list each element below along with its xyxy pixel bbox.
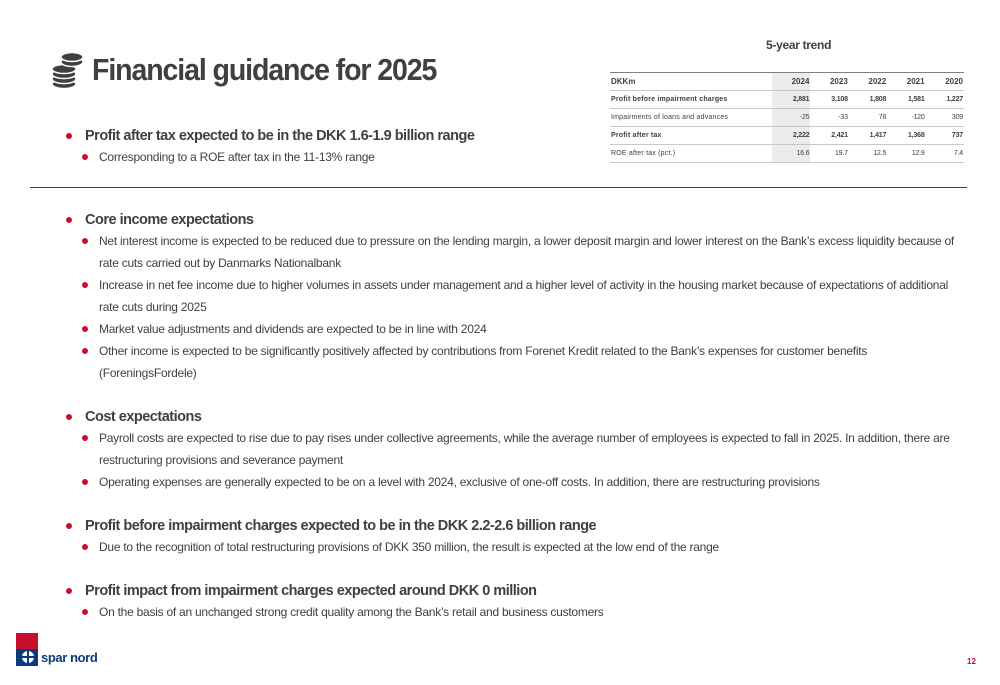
cell-value: -33 (838, 114, 848, 121)
trend-col-2021: 2021 (906, 77, 925, 86)
bullet-dot-icon (82, 544, 88, 550)
trend-table (610, 72, 964, 163)
bullet-dot-icon (82, 154, 88, 160)
bullet-dot-icon (82, 348, 88, 354)
cell-value: 16.6 (772, 145, 810, 163)
bullet-item-text: Due to the recognition of total restructuring provisions of DKK 350 million, the result is expected at the low end of the range (99, 540, 719, 554)
impairment-section (66, 581, 966, 623)
cell-value: 2,881 (772, 91, 810, 109)
cell-value: -120 (911, 114, 925, 121)
row-label: Impairments of loans and advances (611, 114, 729, 121)
table-row (610, 145, 964, 163)
cell-value: 3,108 (831, 96, 848, 103)
bullet-item (82, 471, 966, 493)
bullet-heading-text: Profit impact from impairment charges expected around DKK 0 million (85, 583, 537, 599)
cell-value: 78 (878, 114, 887, 121)
logo-mark-icon (16, 633, 38, 666)
cell-value: 1,368 (908, 132, 925, 139)
bullet-heading-text: Cost expectations (85, 409, 202, 425)
cell-value: 2,222 (772, 127, 810, 145)
cost-section (66, 407, 966, 493)
bullet-heading (66, 407, 966, 427)
table-row (610, 91, 964, 109)
cell-value: -25 (772, 109, 810, 127)
bullet-item-text: Operating expenses are generally expected to be on a level with 2024, exclusive of one-off costs. In addition, there are restructuring provisions (99, 475, 820, 489)
cell-value: 1,808 (869, 96, 887, 103)
bullet-heading (66, 581, 966, 601)
bullet-dot-icon (82, 282, 88, 288)
bullet-item-text: Payroll costs are expected to rise due to pay rises under collective agreements, while the average number of employees is expected to fall in 2025. In addition, there are restructuring provisions and severance payment (99, 431, 950, 467)
bullet-dot-icon (82, 479, 88, 485)
bullet-heading-text: Profit after tax expected to be in the DKK 1.6-1.9 billion range (85, 128, 475, 144)
bullet-item (82, 274, 966, 318)
trend-title: 5-year trend (766, 38, 832, 52)
table-row (610, 127, 964, 145)
bullet-dot-icon (82, 435, 88, 441)
cell-value: 309 (951, 114, 963, 121)
bullet-dot-icon (82, 238, 88, 244)
logo-text: spar nord (41, 650, 98, 665)
bullet-item (82, 601, 966, 623)
coins-icon (48, 50, 86, 90)
bullet-dot-icon (66, 588, 72, 594)
trend-col-2024: 2024 (772, 73, 810, 91)
bullet-dot-icon (82, 326, 88, 332)
bullet-heading-text: Profit before impairment charges expected to be in the DKK 2.2-2.6 billion range (85, 518, 597, 534)
page-title: Financial guidance for 2025 (92, 52, 437, 87)
bullet-dot-icon (82, 609, 88, 615)
trend-header-row (610, 73, 964, 91)
row-label: ROE after tax (pct.) (611, 150, 676, 157)
table-row (610, 109, 964, 127)
cell-value: 12.5 (873, 150, 887, 157)
page-header (48, 50, 466, 90)
row-label: Profit before impairment charges (611, 96, 728, 103)
cell-value: 2,421 (831, 132, 848, 139)
section-divider (30, 187, 967, 188)
trend-col-2022: 2022 (868, 77, 887, 86)
bullet-item (82, 340, 966, 384)
trend-col-2023: 2023 (829, 77, 848, 86)
bullet-heading-text: Core income expectations (85, 212, 254, 228)
bullet-dot-icon (66, 133, 72, 139)
bullet-item (82, 536, 966, 558)
bullet-dot-icon (66, 414, 72, 420)
page-number: 12 (967, 657, 976, 666)
bullet-item (82, 230, 966, 274)
cell-value: 1,581 (908, 96, 925, 103)
cell-value: 1,227 (946, 96, 963, 103)
bullet-heading (66, 126, 586, 146)
row-label: Profit after tax (611, 132, 662, 139)
spar-nord-logo (16, 633, 97, 666)
bullet-item-text: Net interest income is expected to be reduced due to pressure on the lending margin, a lower deposit margin and lower interest on the Bank’s excess liquidity because of rate cuts carried out by Danmarks Nationalbank (99, 234, 954, 270)
bullet-item (82, 427, 966, 471)
bullet-item-text: Market value adjustments and dividends are expected to be in line with 2024 (99, 322, 487, 336)
bullet-item-text: Other income is expected to be significantly positively affected by contributions from Forenet Kredit related to the Bank’s expenses for customer benefits (ForeningsFordele) (99, 344, 868, 380)
bullet-item-text: On the basis of an unchanged strong credit quality among the Bank’s retail and business customers (99, 605, 604, 619)
cell-value: 12.9 (911, 150, 925, 157)
trend-col-2020: 2020 (945, 77, 963, 86)
bullet-heading (66, 210, 966, 230)
bullet-dot-icon (66, 523, 72, 529)
core-income-section (66, 210, 966, 384)
profit-before-impairment-section (66, 516, 966, 558)
bullet-item (82, 146, 586, 168)
cell-value: 7.4 (953, 150, 963, 157)
intro-section (66, 126, 586, 168)
bullet-dot-icon (66, 217, 72, 223)
trend-col-label: DKKm (611, 77, 636, 86)
bullet-item-text: Corresponding to a ROE after tax in the 11-13% range (99, 150, 375, 164)
bullet-item (82, 318, 966, 340)
bullet-item-text: Increase in net fee income due to higher volumes in assets under management and a higher level of activity in the housing market because of expectations of additional rate cuts during 2025 (99, 278, 949, 314)
cell-value: 19.7 (834, 150, 848, 157)
bullet-heading (66, 516, 966, 536)
cell-value: 1,417 (869, 132, 887, 139)
cell-value: 737 (951, 132, 963, 139)
